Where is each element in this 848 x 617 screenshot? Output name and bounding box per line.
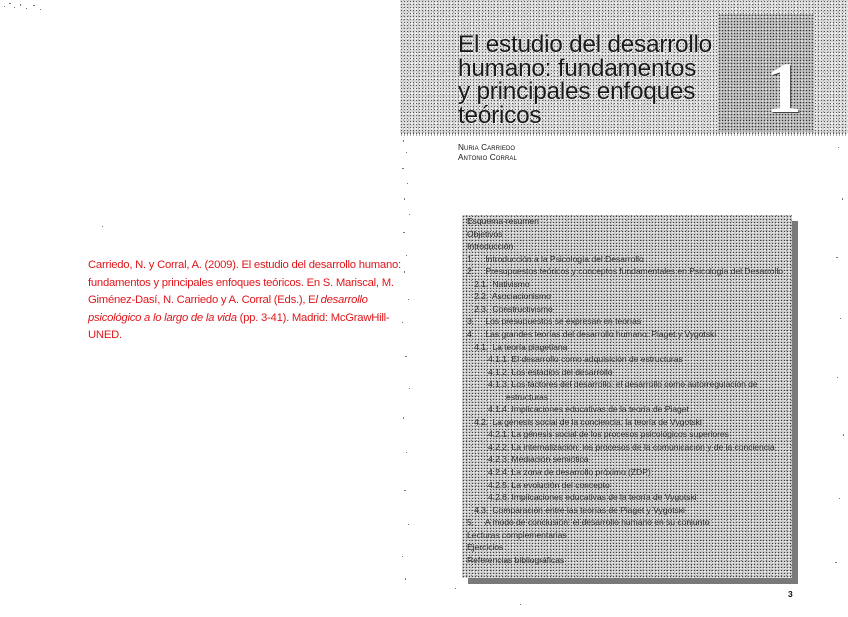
author-name: Nuria Carriedo bbox=[458, 143, 516, 152]
toc-item-text: El desarrollo como adquisición de estructuras bbox=[511, 354, 683, 365]
toc-item-number: 4.1.3. bbox=[488, 379, 510, 390]
toc-item-text: La internalización: los procesos de la comunicación y de la conciencia bbox=[511, 441, 775, 452]
toc-item bbox=[488, 429, 729, 439]
citation-note bbox=[88, 257, 423, 345]
chapter-title-line: y principales enfoques bbox=[458, 78, 696, 105]
chapter-title-line: teóricos bbox=[458, 101, 542, 129]
toc-item bbox=[474, 417, 702, 427]
toc-item bbox=[488, 379, 758, 389]
toc-item bbox=[467, 266, 783, 276]
citation-pages-publisher: (pp. 3-41). Madrid: McGrawHill-UNED. bbox=[88, 311, 390, 342]
toc-item bbox=[467, 316, 641, 326]
toc-item-text: estructuras bbox=[506, 391, 548, 402]
toc-item-number: 4.2.4. bbox=[488, 467, 510, 477]
toc-item bbox=[488, 404, 689, 414]
toc-item-number: 4.1.1. bbox=[488, 354, 510, 365]
toc-item-number: 4. bbox=[467, 328, 475, 339]
toc-item-number: 4.2. bbox=[474, 416, 489, 427]
toc-item bbox=[488, 467, 651, 477]
toc-item bbox=[467, 329, 716, 339]
toc-item bbox=[467, 517, 709, 527]
toc-item bbox=[467, 254, 644, 264]
toc-item-text: Lecturas complementarias bbox=[467, 529, 567, 540]
toc-item-number: 1. bbox=[467, 253, 475, 264]
toc-item-text: La génesis social de los procesos psicológicos superiores bbox=[511, 429, 729, 440]
toc-item bbox=[488, 354, 683, 364]
toc-item-number: 4.1.2. bbox=[488, 366, 510, 377]
toc-item-text: Mediación semiótica bbox=[511, 454, 589, 465]
toc-item-text: La zona de desarrollo próximo (ZDP) bbox=[511, 467, 651, 477]
toc-item-text: Asociacionismo bbox=[491, 291, 551, 302]
toc-item-number: 2.2. bbox=[474, 291, 489, 302]
toc-item-text: La evolución del concepto bbox=[511, 479, 610, 490]
citation-book-title: l desarrollo psicológico a lo largo de la vida bbox=[88, 294, 368, 324]
toc-item-text: Los factores del desarrollo: el desarrollo como autorregulación de bbox=[511, 379, 758, 390]
toc-item-number: 4.2.2. bbox=[488, 441, 510, 452]
toc-item-number: 3. bbox=[467, 316, 475, 327]
header-band-edge bbox=[400, 132, 848, 136]
chapter-title bbox=[458, 33, 712, 127]
toc-item-number: 4.2.3. bbox=[488, 454, 510, 465]
toc-item-text: Referencias bibliográficas bbox=[467, 554, 565, 565]
toc-item-number: 5. bbox=[467, 517, 475, 528]
chapter-title-line: El estudio del desarrollo bbox=[458, 31, 712, 58]
toc-item-number: 4.1. bbox=[474, 341, 489, 352]
toc-item-number: 2.3. bbox=[474, 303, 489, 314]
toc-item-number: 4.2.5. bbox=[488, 479, 510, 490]
toc-item-text: Introducción a la Psicología del Desarrollo bbox=[485, 253, 644, 264]
toc-item-text: Esquema-resumen bbox=[467, 216, 539, 226]
toc-item bbox=[488, 492, 697, 502]
toc-item bbox=[488, 454, 588, 464]
page-number: 3 bbox=[788, 589, 793, 599]
toc-item bbox=[488, 480, 610, 490]
toc-item bbox=[467, 555, 564, 565]
toc-item-text: Las grandes teorías del desarrollo humano: Piaget y Vygotski bbox=[485, 328, 717, 339]
author-list bbox=[458, 143, 517, 163]
toc-item-text: Implicaciones educativas de la teoría de Piaget bbox=[511, 404, 689, 415]
toc-item-text: Introducción bbox=[467, 241, 514, 252]
toc-item-text: Constructivismo bbox=[492, 303, 553, 314]
toc-item-number: 4.1.4. bbox=[488, 404, 510, 415]
citation-text: Carriedo, N. y Corral, A. (2009). El estudio del desarrollo humano: fundamentos y principales enfoques teóricos. En S. Mariscal, M. Giménez-Dasí, N. Carriedo y A. Corral (Eds.), E bbox=[88, 259, 401, 307]
toc-item-number: 2.1. bbox=[474, 278, 489, 289]
chapter-title-line: humano: fundamentos bbox=[458, 54, 697, 82]
toc-item-text: Los presupuestos se expresan en teorías bbox=[485, 316, 642, 327]
toc-item-text: La génesis social de la conciencia: la teoría de Vygotski bbox=[492, 416, 702, 427]
toc-item bbox=[474, 279, 530, 289]
chapter-number: 1 bbox=[766, 48, 802, 128]
toc-item-text: Ejercicios bbox=[467, 542, 504, 553]
toc-item bbox=[506, 392, 548, 402]
toc-item-number: 4.2.6. bbox=[488, 492, 510, 503]
toc-item bbox=[467, 530, 567, 540]
toc-item bbox=[474, 304, 553, 314]
toc-item-text: La teoría piagetiana bbox=[492, 341, 568, 352]
toc-item bbox=[467, 542, 503, 552]
toc-item-text: Implicaciones educativas de la teoría de Vygotski bbox=[511, 492, 697, 503]
table-of-contents bbox=[462, 215, 792, 578]
toc-item-number: 4.3. bbox=[474, 504, 489, 515]
toc-item bbox=[474, 505, 685, 515]
toc-item-text: Comparación entre las teorías de Piaget y Vygotski bbox=[492, 504, 685, 515]
toc-item bbox=[474, 342, 567, 352]
toc-item-text: Los estadios del desarrollo bbox=[511, 366, 613, 377]
toc-item bbox=[467, 229, 502, 239]
toc-item-text: Presupuestos teóricos y conceptos fundamentales en Psicología del Desarrollo bbox=[485, 266, 783, 277]
toc-item bbox=[488, 367, 612, 377]
toc-item bbox=[474, 291, 551, 301]
toc-item-text: Objetivos bbox=[467, 228, 503, 239]
toc-item bbox=[488, 442, 775, 452]
author-name: Antonio Corral bbox=[458, 153, 517, 162]
toc-item-text: Nativismo bbox=[492, 278, 530, 289]
toc-item bbox=[467, 241, 513, 251]
toc-item-text: A modo de conclusión: el desarrollo humano en su conjunto bbox=[484, 517, 710, 528]
toc-item-number: 4.2.1. bbox=[488, 429, 510, 440]
toc-item-number: 2. bbox=[467, 266, 475, 277]
toc-item bbox=[467, 216, 539, 226]
